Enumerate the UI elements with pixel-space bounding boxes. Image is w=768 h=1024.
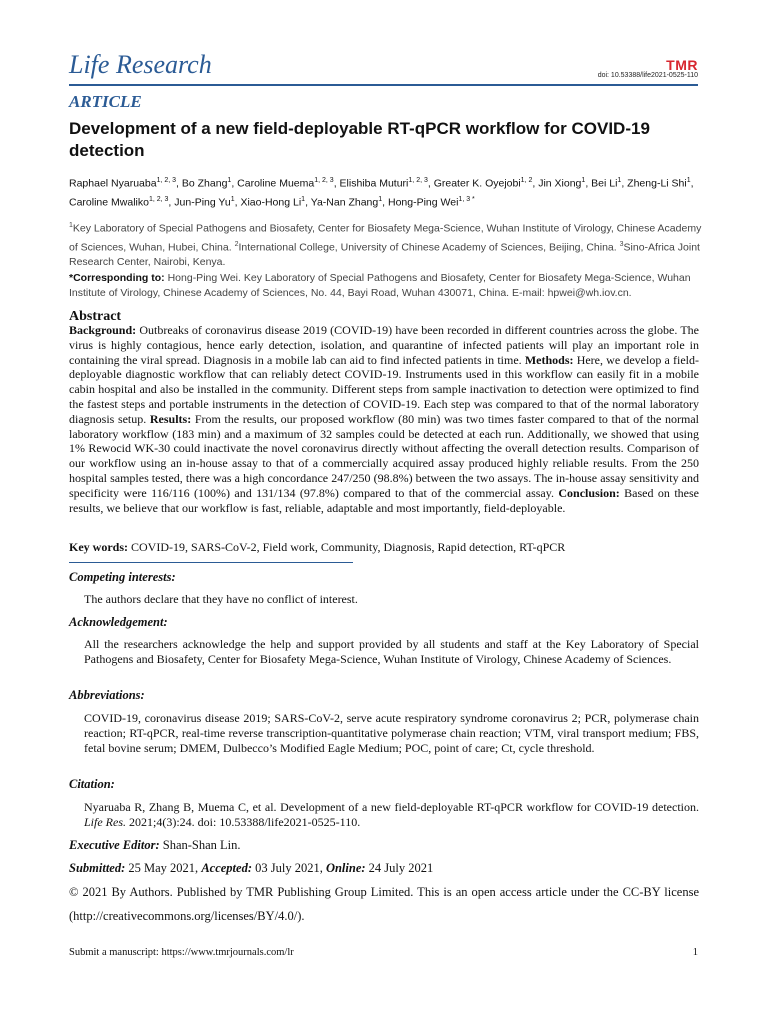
abstract-background-label: Background: (69, 323, 137, 337)
author-name: Greater K. Oyejobi (433, 177, 521, 190)
affiliation-text: Key Laboratory of Special Pathogens and Biosafety, Center for Biosafety Mega-Science, Wuhan Institute of Virology, Chinese Academy of Sciences, Wuhan, Hubei, China. (69, 222, 702, 253)
executive-editor-label: Executive Editor: (69, 838, 160, 852)
publisher-logo: TMR (666, 57, 698, 73)
accepted-date: 03 July 2021, (251, 861, 326, 875)
author-name: Bo Zhang (181, 177, 228, 190)
author-affiliation-marker: 1, 2, 3 (314, 177, 334, 184)
abstract-results-label: Results: (149, 411, 192, 426)
author-affiliation-marker: 1, 3 * (458, 195, 475, 203)
online-date: 24 July 2021 (365, 861, 434, 875)
acknowledgement-text: All the researchers acknowledge the help and support provided by all students and staff at the Key Laboratory of Special Pathogens and Biosafety, Center for Biosafety Mega-Science, Wuhan Institute of Virology, Chinese Academy of Sciences. (84, 637, 699, 666)
keywords-text: COVID-19, SARS-CoV-2, Field work, Community, Diagnosis, Rapid detection, RT-qPCR (128, 540, 566, 554)
abstract-methods-label: Methods: (524, 352, 574, 367)
journal-name: Life Research (69, 50, 212, 79)
header-rule (69, 84, 698, 86)
publication-dates (69, 857, 699, 879)
affiliation-marker: 2 (234, 240, 239, 248)
author-affiliation-marker: 1 (230, 195, 235, 203)
abstract-conclusion-label: Conclusion: (558, 485, 620, 500)
paper-title: Development of a new field-deployable RT-qPCR workflow for COVID-19 detection (69, 119, 650, 160)
keywords-label: Key words: (69, 540, 128, 554)
abstract-heading: Abstract (69, 309, 122, 324)
author-name: Elishiba Muturi (339, 177, 409, 190)
author-name: Hong-Ping Wei (387, 196, 459, 208)
author-name: Bei Li (591, 177, 618, 190)
author-name: Jun-Ping Yu (174, 196, 231, 208)
executive-editor-name: Shan-Shan Lin. (159, 838, 241, 852)
citation-text (84, 800, 699, 830)
affiliation-marker: 1 (69, 222, 73, 229)
corresponding-label: *Corresponding to: (69, 272, 165, 284)
author-affiliation-marker: 1 (617, 177, 622, 184)
corresponding-text: Hong-Ping Wei. Key Laboratory of Special Pathogens and Biosafety, Center for Biosafety Mega-Science, Wuhan Institute of Virology, Chinese Academy of Sciences, No. 44, Bayi Road, Wuhan 430071, China. E-mail: hpwei@wh.iov.cn. (69, 272, 691, 299)
citation-text-after: 2021;4(3):24. doi: 10.53388/life2021-0525-110. (126, 814, 361, 829)
submit-manuscript-link[interactable]: Submit a manuscript: https://www.tmrjournals.com/lr (69, 947, 294, 958)
author-affiliation-marker: 1 (301, 195, 306, 203)
affiliations (69, 218, 709, 270)
author-affiliation-marker: 1 (378, 195, 383, 203)
submitted-date: 25 May 2021, (125, 861, 202, 875)
author-affiliation-marker: 1, 2, 3 (156, 177, 177, 184)
author-name: Caroline Mwaliko (69, 196, 149, 208)
author-affiliation-marker: 1, 2 (520, 177, 533, 184)
citation-journal-abbr: Life Res. (84, 814, 126, 829)
keywords (69, 540, 699, 555)
author-name: Ya-Nan Zhang (310, 196, 379, 208)
affiliation-text: International College, University of Chinese Academy of Sciences, Beijing, China. (238, 241, 620, 253)
abstract-results-text: From the results, our proposed workflow (80 min) was two times faster compared to that of the normal laboratory workflow (183 min) and a maximum of 32 samples could be detected at each run. Additionally, we showed that using 1% Rewocid WK-30 could inactivate the novel coronavirus directly without affecting the overall detection results. Comparison of our workflow using an in-house assay to that of a commercially acquired assay produced highly reliable results. From the 250 hospital samples tested, there was a high concordance 247/250 (98.8%) between the two assays. The in-house assay sensitivity and specificity were 116/116 (100%) and 131/134 (97.8%) compared to that of the commercial assay. (69, 411, 699, 500)
abbreviations-heading: Abbreviations: (69, 688, 145, 702)
abstract-rule (69, 562, 353, 563)
doi[interactable]: doi: 10.53388/life2021-0525-110 (597, 72, 698, 79)
author-name: Jin Xiong (538, 177, 582, 190)
competing-text: The authors declare that they have no conflict of interest. (84, 592, 358, 606)
corresponding-author (69, 271, 709, 301)
page-number: 1 (692, 947, 698, 958)
abbreviations-text: COVID-19, coronavirus disease 2019; SARS-CoV-2, serve acute respiratory syndrome coronavirus 2; PCR, polymerase chain reaction; RT-qPCR, real-time reverse transcription-quantitative polymerase chain reaction; VTM, viral transport medium; FBS, fetal bovine serum; DMEM, Dulbecco’s Modified Eagle Medium; POC, point of care; Ct, cycle threshold. (84, 711, 699, 755)
abstract-body (69, 323, 699, 515)
author-name: Zheng-Li Shi (627, 177, 687, 190)
author-name: Xiao-Hong Li (240, 196, 302, 208)
competing-heading: Competing interests: (69, 570, 176, 584)
citation-heading: Citation: (69, 777, 115, 791)
author-name: Raphael Nyaruaba (69, 177, 157, 190)
abstract-conclusion-text: Based on these results, we believe that our workflow is fast, reliable, adaptable and most importantly, field-deployable. (69, 485, 699, 515)
article-type: ARTICLE (69, 92, 142, 111)
author-affiliation-marker: 1, 2, 3 (148, 195, 169, 203)
author-affiliation-marker: 1, 2, 3 (408, 177, 428, 184)
license-statement: © 2021 By Authors. Published by TMR Publishing Group Limited. This is an open access article under the CC-BY license (http://creativecommons.org/licenses/BY/4.0/). (69, 885, 699, 923)
submitted-label: Submitted: (69, 861, 126, 875)
author-list: Raphael Nyaruaba$^{1, 2, 3}$, Bo Zhang$^1$, Caroline Muema$^{1, 2, 3}$, Elishiba Muturi$^{1, 2, 3}$, Greater K. Oyejobi$^{1, 2}$, Jin Xiong$^1$, Bei Li$^1$, Zheng-Li Shi$^1$, Caroline Mwaliko$^{1, 2, 3}$, Jun-Ping Yu$^1$, Xiao-Hong Li$^1$, Ya-Nan Zhang$^1$, Hong-Ping Wei$^{1, 3 *}$ (69, 177, 694, 208)
affiliation-marker: 3 (619, 240, 624, 248)
abstract-methods-text: Here, we develop a field-deployable diagnostic workflow that can reliably detect COVID-19. Instruments used in this workflow can easily fit in a mobile cabin hospital and also be installed in the community. Different steps from sample inactivation to detection were optimized to find the fastest steps and portable instruments in the detection of COVID-19. Each step was compared to that of the normal laboratory diagnosis setup. (69, 352, 699, 426)
online-label: Online: (325, 861, 366, 875)
author-affiliation-marker: 1 (686, 177, 691, 184)
abstract-background-text: Outbreaks of coronavirus disease 2019 (COVID-19) have been recorded in different countries across the globe. The virus is highly contagious, hence early detection, isolation, and quarantine of infected patients will play an important role in containing the viral spread. Diagnosis in a mobile lab can aid to find infected patients in time. (69, 323, 699, 367)
author-name: Caroline Muema (237, 177, 315, 190)
acknowledgement-heading: Acknowledgement: (69, 615, 168, 629)
author-affiliation-marker: 1 (227, 177, 232, 184)
accepted-label: Accepted: (201, 861, 252, 875)
citation-text-before: Nyaruaba R, Zhang B, Muema C, et al. Development of a new field-deployable RT-qPCR workflow for COVID-19 detection. (84, 800, 699, 814)
author-affiliation-marker: 1 (581, 177, 586, 184)
affiliation-text: Sino-Africa Joint Research Center, Nairobi, Kenya. (69, 241, 700, 268)
executive-editor (69, 834, 699, 856)
